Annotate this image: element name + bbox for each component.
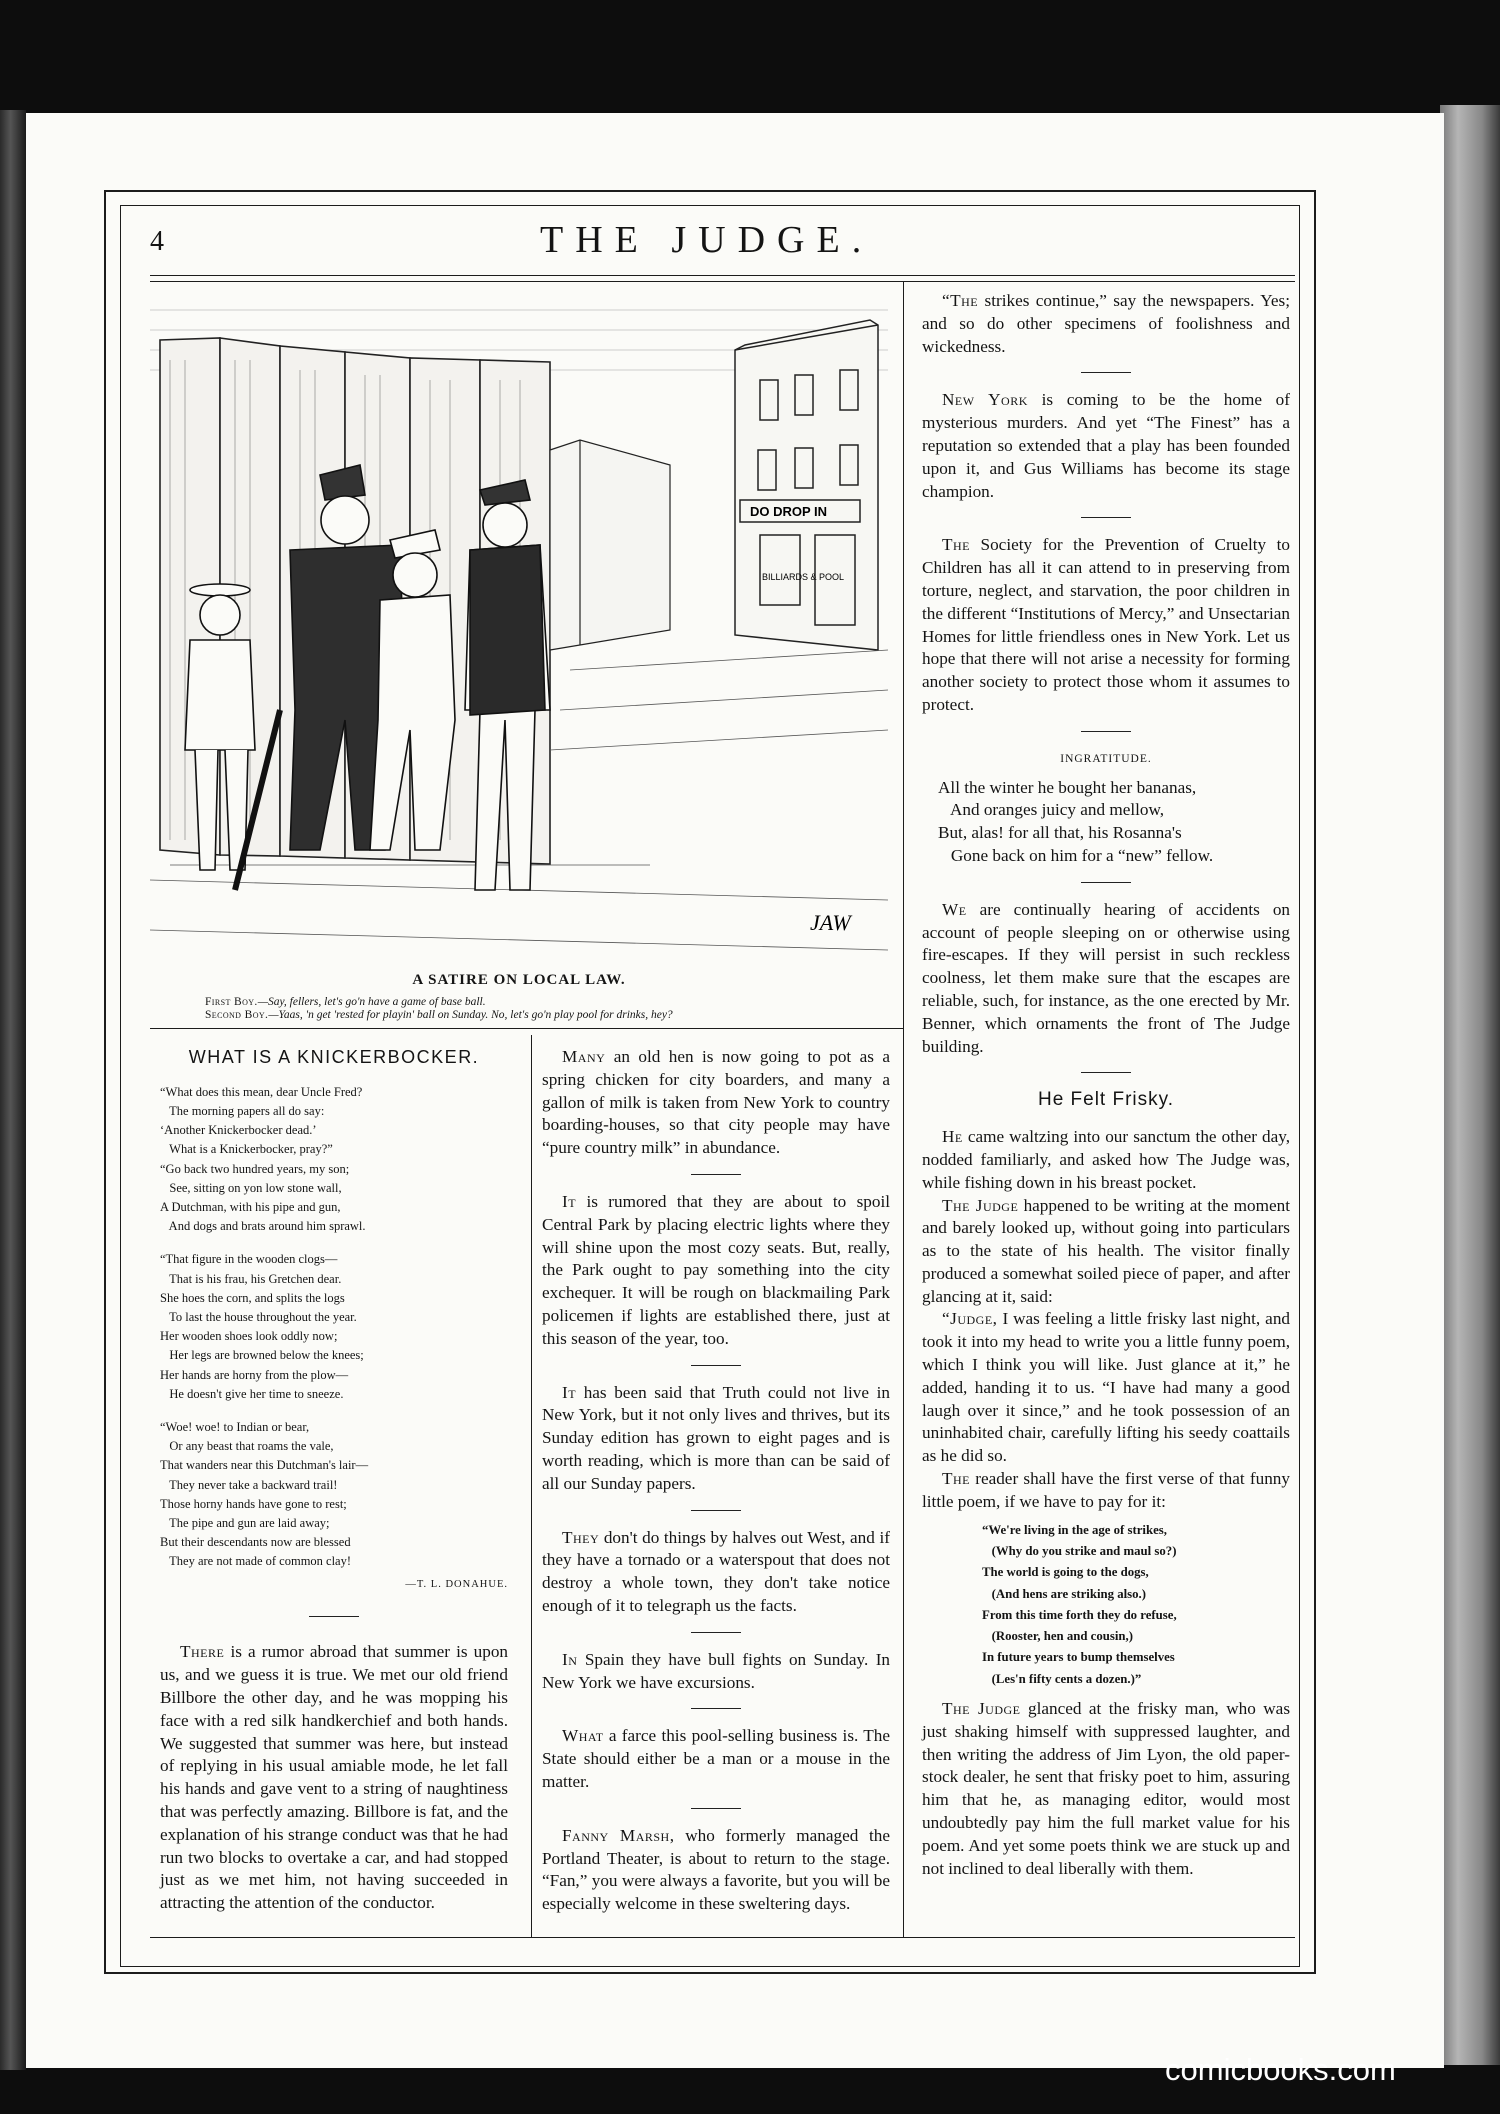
caption-second-speaker: Second Boy. (205, 1009, 269, 1021)
caption-first-boy (205, 996, 486, 1008)
caption-first-line: —Say, fellers, let's go'n have a game of base ball. (257, 996, 486, 1008)
summer-text: is a rumor abroad that summer is upon us, and we guess it is true. We met our old friend Billbore the other day, and he was mopping his face with a red silk handkerchief and both hands. We suggested that summer was here, but instead of replying in his usual amiable mode, he let fall his hands and gave vent to a string of naughtiness that was perfectly amazing. Billbore is fat, and the explanation of his strange conduct was that he had run two blocks to overtake a car, and had stopped just as we met him, not having succeeded in attracting the attention of the conductor. (160, 1642, 509, 1913)
poem-line: That wanders near this Dutchman's lair— (160, 1458, 369, 1473)
section-divider (691, 1808, 741, 1809)
news-item-text: Society for the Prevention of Cruelty to Children has all it can attend to in preserving from torture, neglect, and starvation, the poor children in the different “Institutions of Mercy,” and Unsectarian Homes for little friendless ones in New York. Let us hope that there will not arise a necessity for forming another society to protect those whom it assumes to protect. (922, 535, 1290, 714)
frisky-text: I was feeling a little frisky last night, and took it into my head to write you a little funny poem, which I think you will like. Just glance at it,” he added, handing it to us. “I have had many a good laugh over it since,” and he took possession of an uninhabited chair, carefully lifting his seedy coattails as he did so. (922, 1309, 1291, 1466)
poem-line: “That figure in the wooden clogs— (160, 1252, 338, 1267)
news-item-text: don't do things by halves out West, and if they have a tornado or a waterspout that does not destroy a whole town, they don't take notice enough of it to telegraph us the facts. (542, 1527, 890, 1615)
poem-line: But their descendants now are blessed (160, 1535, 351, 1550)
news-item-text: Spain they have bull fights on Sunday. In New York we have excursions. (542, 1649, 891, 1692)
news-item-lead: In (562, 1649, 578, 1669)
section-divider (1081, 731, 1131, 732)
watermark: comicbooks.com (1165, 2052, 1396, 2087)
closing-text: glanced at the frisky man, who was just shaking himself with suppressed laughter, and then writing the address of Jim Lyon, the old paper-stock dealer, he sent that frisky poet to him, assuring him that he, as managing editor, would most undoubtedly pay him the full market value for his poem. And yet some poets think we are stuck up and not inclined to deal liberally with them. (922, 1699, 1291, 1878)
illustration-title: A SATIRE ON LOCAL LAW. (412, 972, 626, 988)
middle-column (542, 1046, 890, 1916)
section-divider (691, 1174, 741, 1175)
frisky-poem-line: From this time forth they do refuse, (982, 1607, 1177, 1622)
news-item-lead: Many (562, 1047, 606, 1066)
section-divider (1081, 372, 1131, 373)
column-rule-left (531, 1035, 532, 1937)
news-item-lead: The (942, 535, 970, 555)
verse-line: All the winter he bought her bananas, (938, 777, 1197, 797)
poem-line: Her hands are horny from the plow— (160, 1367, 349, 1382)
poem-line: To last the house throughout the year. (160, 1310, 357, 1325)
section-divider (691, 1632, 741, 1633)
frisky-lead: “Judge, (942, 1309, 998, 1329)
news-item-text: strikes continue,” say the newspapers. Yes; and so do other specimens of foolishness and wickedness. (922, 291, 1291, 356)
poem-line (160, 1404, 508, 1418)
frisky-lead: He (942, 1127, 963, 1147)
frisky-paragraphs (922, 1126, 1290, 1514)
poem-line: A Dutchman, with his pipe and gun, (160, 1200, 341, 1215)
cartoon-illustration (150, 290, 888, 965)
frisky-lead: The Judge (942, 1195, 1019, 1215)
news-item (542, 1649, 890, 1695)
poem-line: See, sitting on yon low stone wall, (160, 1180, 342, 1195)
fire-lead: We (942, 899, 967, 919)
news-item-lead: They (562, 1527, 600, 1547)
poem-line: He doesn't give her time to sneeze. (160, 1386, 344, 1401)
news-item (542, 1046, 890, 1160)
news-item (542, 1382, 890, 1496)
news-item-text: who formerly managed the Portland Theater, is about to return to the stage. “Fan,” you were always a favorite, but you will be especially welcome in these sweltering days. (542, 1825, 891, 1914)
page-bottom-rule (150, 1937, 1295, 1938)
ingratitude-verse (922, 777, 1290, 868)
news-item-lead: “The (942, 291, 979, 310)
distant-fence (550, 440, 670, 650)
section-divider (1081, 1072, 1131, 1073)
masthead: THE JUDGE. (540, 219, 874, 261)
illustration-bottom-rule (150, 1028, 903, 1029)
poem-line: The morning papers all do say: (160, 1104, 325, 1118)
page-stack-edge (1440, 105, 1500, 2065)
news-item (922, 534, 1290, 716)
section-divider (691, 1708, 741, 1709)
summer-lead: There (180, 1642, 225, 1662)
artist-signature: JAW (810, 910, 851, 935)
news-item-text: is coming to be the home of mysterious murders. And yet “The Finest” has a reputation so extended that a play has been founded upon it, and Gus Williams has become its stage champion. (922, 390, 1290, 501)
news-item-lead: It (562, 1191, 577, 1211)
fire-escape-paragraph (922, 899, 1290, 1059)
frisky-paragraph (922, 1126, 1290, 1194)
masthead-rule-bottom (150, 281, 1295, 282)
news-item (922, 290, 1290, 358)
column-rule-right (903, 282, 904, 1937)
frisky-heading: He Felt Frisky. (1037, 1089, 1175, 1111)
frisky-poem-line: “We're living in the age of strikes, (982, 1522, 1167, 1537)
verse-line: Gone back on him for a “new” fellow. (938, 845, 1214, 865)
masthead-rule-top (150, 275, 1295, 276)
section-divider (309, 1616, 359, 1617)
poem-line: And dogs and brats around him sprawl. (160, 1219, 366, 1234)
poem-line: ‘Another Knickerbocker dead.’ (160, 1123, 317, 1138)
frisky-poem (922, 1520, 1290, 1690)
news-item-text: has been said that Truth could not live in New York, but it not only lives and thrives, but its Sunday edition has grown to eight pages and is worth reading, which is more than can be said of all our Sunday papers. (542, 1382, 891, 1493)
section-divider (1081, 882, 1131, 883)
frisky-poem-line: The world is going to the dogs, (982, 1565, 1149, 1580)
book-binding (0, 110, 26, 2070)
poem-line: “Go back two hundred years, my son; (160, 1161, 350, 1176)
frisky-text: came waltzing into our sanctum the other day, nodded familiarly, and asked how The Judge was, while fishing down in his breast pocket. (922, 1127, 1290, 1192)
poem-line: Or any beast that roams the vale, (160, 1439, 334, 1454)
news-item-lead: New York (942, 390, 1028, 410)
section-divider (691, 1510, 741, 1511)
billiards-sign: BILLIARDS & POOL (762, 572, 845, 582)
poem-line: That is his frau, his Gretchen dear. (160, 1271, 342, 1286)
news-item (922, 389, 1290, 503)
verse-line: And oranges juicy and mellow, (938, 800, 1165, 820)
news-item (542, 1825, 890, 1916)
section-divider (1081, 517, 1131, 518)
poem-line: Her wooden shoes look oddly now; (160, 1329, 338, 1344)
news-item-lead: It (562, 1382, 577, 1402)
frisky-poem-line: (And hens are striking also.) (982, 1586, 1147, 1601)
frisky-poem-line: (Rooster, hen and cousin,) (982, 1629, 1133, 1644)
section-divider (691, 1365, 741, 1366)
frisky-lead: The (942, 1469, 970, 1489)
page-number: 4 (150, 226, 164, 257)
knickerbocker-heading: WHAT IS A KNICKERBOCKER. (188, 1047, 480, 1067)
frisky-text: happened to be writing at the moment and barely looked up, without going into particulars as to the state of his health. The visitor finally produced a somewhat soiled piece of paper, and after glancing at it, said: (922, 1195, 1291, 1306)
frisky-paragraph (922, 1468, 1290, 1514)
news-item-text: an old hen is now going to pot as a spring chicken for city boarders, and many a gallon of milk is taken from New York to country boarding-houses, so that city people may have “pure country milk” in abundance. (542, 1047, 890, 1158)
frisky-poem-line: (Why do you strike and maul so?) (982, 1543, 1177, 1558)
poem-line: What is a Knickerbocker, pray?” (160, 1142, 333, 1157)
news-item (542, 1191, 890, 1351)
poem-line: “What does this mean, dear Uncle Fred? (160, 1084, 363, 1099)
poem-line: They are not made of common clay! (160, 1554, 352, 1569)
left-column (160, 1046, 508, 1915)
news-item-text: is rumored that they are about to spoil Central Park by placing electric lights where they will shine upon the most cozy seats. But, really, the Park ought to pay something into the city exchequer. It will be rough on blackmailing Park policemen if lights are established there, just at this season of the year, too. (542, 1191, 890, 1348)
shop-sign: DO DROP IN (750, 504, 828, 519)
poem-line: The pipe and gun are laid away; (160, 1516, 330, 1531)
closing-paragraph (922, 1698, 1290, 1880)
ingratitude-title: INGRATITUDE. (1060, 752, 1152, 765)
poem-line: Those horny hands have gone to rest; (160, 1496, 347, 1511)
news-item (542, 1725, 890, 1793)
caption-first-speaker: First Boy. (205, 996, 258, 1008)
frisky-paragraph (922, 1195, 1290, 1309)
frisky-poem-line: (Les'n fifty cents a dozen.)” (982, 1671, 1142, 1686)
caption-second-boy (205, 1009, 673, 1021)
summer-paragraph (160, 1641, 508, 1915)
caption-second-line: —Yaas, 'n get 'rested for playin' ball on Sunday. No, let's go'n play pool for drinks, hey? (268, 1009, 673, 1021)
poem-line (160, 1236, 508, 1250)
poem-line: They never take a backward trail! (160, 1477, 338, 1492)
poem-line: “Woe! woe! to Indian or bear, (160, 1420, 310, 1435)
news-item-lead: Fanny Marsh, (562, 1825, 675, 1845)
frisky-text: reader shall have the first verse of that funny little poem, if we have to pay for it: (922, 1469, 1290, 1511)
right-column (922, 290, 1290, 1880)
knickerbocker-poem (160, 1083, 508, 1572)
closing-lead: The Judge (942, 1699, 1021, 1719)
news-item (542, 1527, 890, 1618)
right-items (922, 290, 1290, 732)
frisky-paragraph (922, 1308, 1290, 1468)
frisky-poem-line: In future years to bump themselves (982, 1650, 1175, 1665)
poem-line: Her legs are browned below the knees; (160, 1348, 364, 1363)
verse-line: But, alas! for all that, his Rosanna's (938, 823, 1182, 843)
poem-line: She hoes the corn, and splits the logs (160, 1290, 345, 1305)
corner-building (735, 320, 878, 650)
fire-text: are continually hearing of accidents on account of people sleeping on or otherwise using fire-escapes. If they will persist in such reckless coolness, let them make sure that the escapes are reliable, such, for instance, as the one erected by Mr. Benner, which ornaments the front of The Judge building. (922, 899, 1291, 1056)
news-item-text: a farce this pool-selling business is. The State should either be a man or a mouse in the matter. (542, 1726, 891, 1791)
news-item-lead: What (562, 1726, 604, 1746)
poem-author: —T. L. DONAHUE. (405, 1578, 508, 1590)
